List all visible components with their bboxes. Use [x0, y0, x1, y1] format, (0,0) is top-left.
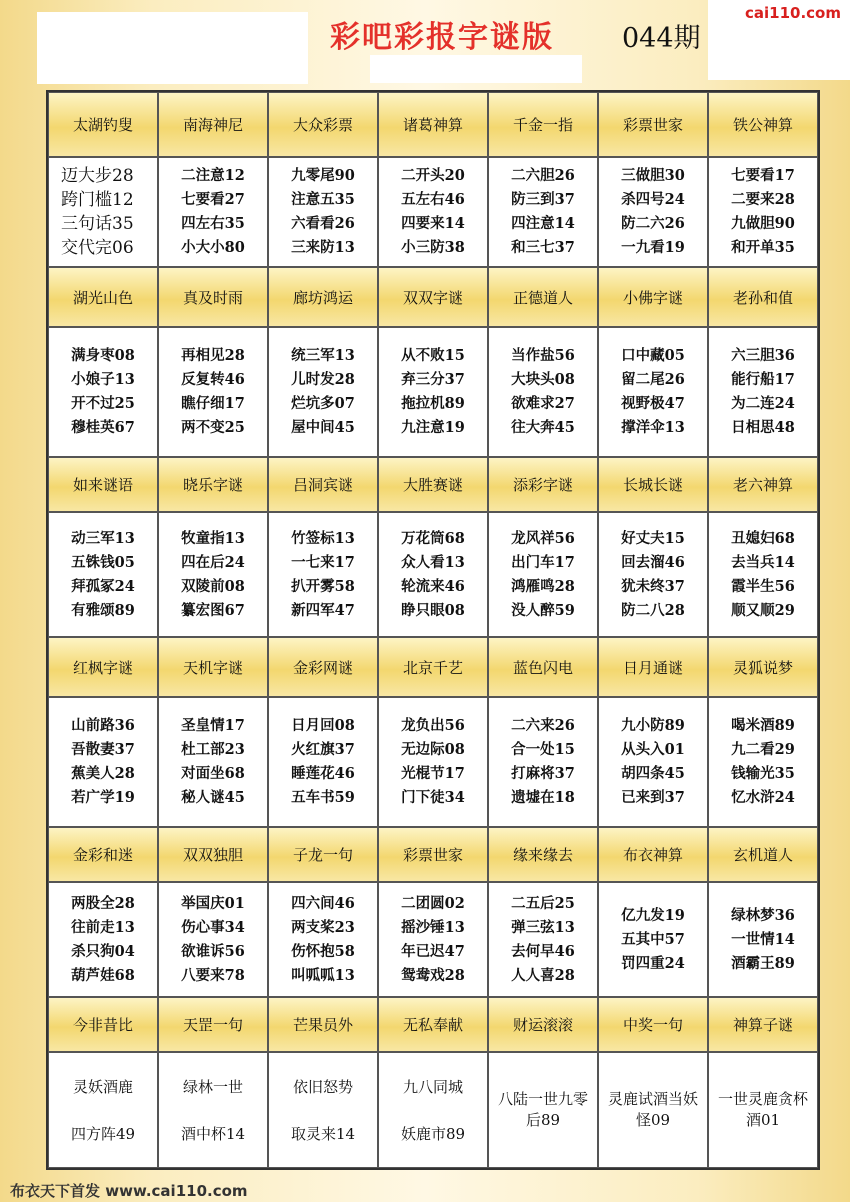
riddle-cell	[268, 1052, 378, 1168]
riddle-line: 睡莲花46	[291, 765, 355, 782]
riddle-cell	[708, 1052, 818, 1168]
riddle-cell	[268, 882, 378, 997]
riddle-line: 开不过25	[71, 395, 135, 412]
riddle-line: 九八同城	[402, 1077, 463, 1096]
riddle-line: 反复转46	[181, 371, 245, 388]
riddle-cell	[268, 327, 378, 457]
riddle-line: 二要来28	[731, 191, 795, 208]
riddle-line: 取灵来14	[290, 1124, 356, 1143]
riddle-line: 视野极47	[621, 395, 685, 412]
riddle-line: 大块头08	[511, 371, 575, 388]
column-header: 南海神尼	[158, 92, 268, 157]
column-header: 金彩网谜	[268, 637, 378, 697]
riddle-line: 众人看13	[401, 553, 465, 571]
riddle-cell	[48, 327, 158, 457]
riddle-cell	[48, 882, 158, 997]
riddle-line: 交代完06	[61, 238, 134, 258]
column-header: 红枫字谜	[48, 637, 158, 697]
riddle-line: 对面坐68	[181, 765, 245, 782]
column-header: 玄机道人	[708, 827, 818, 882]
riddle-line: 杜工部23	[181, 741, 245, 758]
column-header: 中奖一句	[598, 997, 708, 1052]
riddle-cell	[488, 882, 598, 997]
riddle-line: 亿九发19	[621, 906, 685, 924]
riddle-line: 烂坑多07	[291, 395, 355, 412]
riddle-line: 两不变25	[181, 419, 245, 436]
riddle-line: 儿时发28	[291, 371, 355, 388]
riddle-line: 绿林一世	[182, 1077, 243, 1096]
riddle-cell	[158, 327, 268, 457]
riddle-line: 轮流来46	[401, 577, 465, 595]
riddle-table	[46, 90, 820, 1170]
riddle-cell	[158, 882, 268, 997]
riddle-line: 伤心事34	[181, 918, 245, 936]
riddle-cell	[598, 327, 708, 457]
riddle-cell	[488, 157, 598, 267]
column-header: 天机字谜	[158, 637, 268, 697]
riddle-line: 一世灵鹿贪杯酒01	[717, 1090, 808, 1129]
riddle-line: 酒霸王89	[731, 954, 795, 972]
riddle-line: 欲难求27	[511, 395, 575, 412]
riddle-line: 再相见28	[181, 347, 245, 364]
riddle-line: 扒开雾58	[291, 577, 355, 595]
column-header: 双双字谜	[378, 267, 488, 327]
riddle-cell	[158, 157, 268, 267]
riddle-line: 四注意14	[511, 215, 575, 232]
riddle-line: 欲谁诉56	[181, 942, 245, 960]
riddle-line: 一七来17	[291, 553, 355, 571]
riddle-line: 蕉美人28	[71, 765, 135, 782]
riddle-cell	[378, 157, 488, 267]
column-header: 布衣神算	[598, 827, 708, 882]
riddle-line: 人人喜28	[511, 966, 575, 984]
riddle-cell	[158, 697, 268, 827]
riddle-line: 防二八28	[621, 601, 685, 619]
riddle-line: 弃三分37	[401, 371, 465, 388]
riddle-cell	[378, 1052, 488, 1168]
riddle-cell	[708, 882, 818, 997]
riddle-cell	[708, 512, 818, 637]
column-header: 灵狐说梦	[708, 637, 818, 697]
riddle-line: 顺又顺29	[731, 601, 795, 619]
riddle-line: 打麻将37	[511, 765, 575, 782]
column-header: 双双独胆	[158, 827, 268, 882]
riddle-line: 纂宏图67	[181, 601, 245, 619]
riddle-line: 四在后24	[181, 553, 245, 571]
riddle-line: 二注意12	[181, 167, 245, 184]
riddle-line: 举国庆01	[181, 894, 245, 912]
riddle-line: 门下徒34	[401, 789, 465, 806]
riddle-line: 瞧仔细17	[181, 395, 245, 412]
column-header: 铁公神算	[708, 92, 818, 157]
column-header: 彩票世家	[378, 827, 488, 882]
riddle-line: 杀四号24	[621, 191, 685, 208]
riddle-cell	[268, 512, 378, 637]
column-header: 正德道人	[488, 267, 598, 327]
column-header: 北京千艺	[378, 637, 488, 697]
riddle-line: 酒中杯14	[180, 1124, 246, 1143]
riddle-line: 拜孤冢24	[71, 577, 135, 595]
riddle-line: 胡四条45	[621, 765, 685, 782]
riddle-line: 五车书59	[291, 789, 355, 806]
riddle-line: 叫呱呱13	[291, 966, 355, 984]
column-header: 天罡一句	[158, 997, 268, 1052]
riddle-line: 三来防13	[291, 239, 355, 256]
riddle-cell	[488, 1052, 598, 1168]
riddle-line: 二六胆26	[511, 167, 575, 184]
riddle-line: 二团圆02	[401, 894, 465, 912]
riddle-cell	[708, 697, 818, 827]
column-header: 吕洞宾谜	[268, 457, 378, 512]
riddle-line: 喝米酒89	[731, 717, 795, 734]
riddle-cell	[598, 882, 708, 997]
riddle-line: 拖拉机89	[401, 395, 465, 412]
riddle-line: 为二连24	[731, 395, 795, 412]
riddle-line: 屋中间45	[291, 419, 355, 436]
riddle-line: 能行船17	[731, 371, 795, 388]
riddle-line: 圣皇情17	[181, 717, 245, 734]
riddle-cell	[48, 1052, 158, 1168]
riddle-line: 四六间46	[291, 894, 355, 912]
riddle-line: 防三到37	[511, 191, 575, 208]
riddle-cell	[598, 697, 708, 827]
column-header: 蓝色闪电	[488, 637, 598, 697]
column-header: 千金一指	[488, 92, 598, 157]
riddle-cell	[598, 157, 708, 267]
riddle-line: 葫芦娃68	[71, 966, 135, 984]
column-header: 添彩字谜	[488, 457, 598, 512]
column-header: 老孙和值	[708, 267, 818, 327]
column-header: 大众彩票	[268, 92, 378, 157]
riddle-line: 九零尾90	[291, 167, 355, 184]
riddle-cell	[378, 327, 488, 457]
riddle-line: 八陆一世九零后89	[497, 1090, 588, 1129]
riddle-cell	[378, 882, 488, 997]
column-header: 子龙一句	[268, 827, 378, 882]
riddle-line: 鸳鸯戏28	[401, 966, 465, 984]
riddle-line: 和开单35	[731, 239, 795, 256]
riddle-line: 龙风祥56	[511, 529, 575, 547]
riddle-line: 万花筒68	[401, 529, 465, 547]
riddle-line: 灵妖酒鹿	[72, 1077, 133, 1096]
riddle-line: 九小防89	[621, 717, 685, 734]
riddle-line: 防二六26	[621, 215, 685, 232]
column-header: 大胜赛谜	[378, 457, 488, 512]
riddle-line: 两支桨23	[291, 918, 355, 936]
riddle-line: 迈大步28	[61, 166, 134, 186]
riddle-line: 九注意19	[401, 419, 465, 436]
riddle-line: 统三军13	[291, 347, 355, 364]
riddle-line: 穆桂英67	[71, 419, 135, 436]
header-blank-panel-middle	[370, 55, 582, 83]
column-header: 芒果员外	[268, 997, 378, 1052]
riddle-line: 四左右35	[181, 215, 245, 232]
riddle-line: 二六来26	[511, 717, 575, 734]
column-header: 今非昔比	[48, 997, 158, 1052]
riddle-line: 龙负出56	[401, 717, 465, 734]
riddle-line: 光棍节17	[401, 765, 465, 782]
issue-number: 044期	[622, 23, 701, 54]
riddle-line: 日相思48	[731, 419, 795, 436]
riddle-line: 九做胆90	[731, 215, 795, 232]
riddle-line: 三做胆30	[621, 167, 685, 184]
riddle-line: 五铢钱05	[71, 553, 135, 571]
riddle-cell	[488, 697, 598, 827]
column-header: 缘来缘去	[488, 827, 598, 882]
riddle-line: 没人醉59	[511, 601, 575, 619]
riddle-line: 从头入01	[621, 741, 685, 758]
column-header: 真及时雨	[158, 267, 268, 327]
riddle-cell	[488, 512, 598, 637]
riddle-line: 七要看17	[731, 167, 795, 184]
riddle-cell	[488, 327, 598, 457]
riddle-line: 无边际08	[401, 741, 465, 758]
riddle-line: 去何早46	[511, 942, 575, 960]
riddle-line: 六看看26	[291, 215, 355, 232]
riddle-line: 山前路36	[71, 717, 135, 734]
riddle-line: 注意五35	[291, 191, 355, 208]
riddle-line: 日月回08	[291, 717, 355, 734]
riddle-line: 罚四重24	[621, 954, 685, 972]
riddle-line: 八要来78	[181, 966, 245, 984]
riddle-line: 双陵前08	[181, 577, 245, 595]
riddle-line: 绿林梦36	[731, 906, 795, 924]
riddle-line: 出门车17	[511, 553, 575, 571]
riddle-line: 从不败15	[401, 347, 465, 364]
riddle-line: 遗墟在18	[511, 789, 575, 806]
riddle-line: 一世情14	[731, 930, 795, 948]
riddle-line: 好丈夫15	[621, 529, 685, 547]
riddle-cell	[48, 157, 158, 267]
riddle-line: 三句话35	[61, 214, 134, 234]
riddle-line: 四要来14	[401, 215, 465, 232]
riddle-line: 已来到37	[621, 789, 685, 806]
riddle-cell	[158, 512, 268, 637]
column-header: 太湖钓叟	[48, 92, 158, 157]
riddle-line: 年已迟47	[401, 942, 465, 960]
riddle-line: 往大奔45	[511, 419, 575, 436]
riddle-line: 丑媳妇68	[731, 529, 795, 547]
riddle-line: 钱输光35	[731, 765, 795, 782]
riddle-line: 依旧怒势	[292, 1077, 353, 1096]
riddle-line: 小娘子13	[71, 371, 135, 388]
riddle-cell	[268, 157, 378, 267]
riddle-line: 弹三弦13	[511, 918, 575, 936]
column-header: 晓乐字谜	[158, 457, 268, 512]
riddle-line: 摇沙锤13	[401, 918, 465, 936]
riddle-line: 火红旗37	[291, 741, 355, 758]
riddle-line: 回去溜46	[621, 553, 685, 571]
column-header: 湖光山色	[48, 267, 158, 327]
riddle-line: 小三防38	[401, 239, 465, 256]
footer-credit[interactable]: 布衣天下首发 www.cai110.com	[10, 1182, 248, 1200]
riddle-cell	[158, 1052, 268, 1168]
riddle-line: 九二看29	[731, 741, 795, 758]
column-header: 诸葛神算	[378, 92, 488, 157]
header-blank-panel-left	[37, 12, 308, 84]
riddle-line: 五其中57	[621, 930, 685, 948]
riddle-line: 和三七37	[511, 239, 575, 256]
riddle-line: 四方阵49	[70, 1124, 136, 1143]
column-header: 小佛字谜	[598, 267, 708, 327]
riddle-line: 六三胆36	[731, 347, 795, 364]
riddle-line: 去当兵14	[731, 553, 795, 571]
riddle-line: 新四军47	[291, 601, 355, 619]
riddle-line: 小大小80	[181, 239, 245, 256]
riddle-line: 动三军13	[71, 529, 135, 547]
riddle-line: 秘人谜45	[181, 789, 245, 806]
riddle-line: 满身枣08	[71, 347, 135, 364]
column-header: 无私奉献	[378, 997, 488, 1052]
riddle-line: 忆水浒24	[731, 789, 795, 806]
column-header: 财运滚滚	[488, 997, 598, 1052]
column-header: 金彩和迷	[48, 827, 158, 882]
site-watermark[interactable]: cai110.com	[745, 4, 841, 22]
riddle-line: 五左右46	[401, 191, 465, 208]
page-title: 彩吧彩报字谜版	[330, 20, 554, 55]
riddle-line: 当作盐56	[511, 347, 575, 364]
riddle-line: 灵鹿试酒当妖怪09	[607, 1090, 698, 1129]
riddle-line: 口中藏05	[621, 347, 685, 364]
riddle-line: 七要看27	[181, 191, 245, 208]
riddle-line: 妖鹿市89	[400, 1124, 466, 1143]
riddle-line: 犹未终37	[621, 577, 685, 595]
column-header: 神算子谜	[708, 997, 818, 1052]
column-header: 彩票世家	[598, 92, 708, 157]
riddle-line: 撑洋伞13	[621, 419, 685, 436]
riddle-cell	[598, 512, 708, 637]
column-header: 廊坊鸿运	[268, 267, 378, 327]
riddle-line: 竹签标13	[291, 529, 355, 547]
riddle-cell	[268, 697, 378, 827]
riddle-line: 杀只狗04	[71, 942, 135, 960]
riddle-line: 吾散妻37	[71, 741, 135, 758]
riddle-line: 睁只眼08	[401, 601, 465, 619]
riddle-line: 留二尾26	[621, 371, 685, 388]
riddle-cell	[708, 157, 818, 267]
riddle-cell	[378, 512, 488, 637]
riddle-line: 伤怀抱58	[291, 942, 355, 960]
riddle-cell	[598, 1052, 708, 1168]
riddle-line: 跨门槛12	[61, 190, 134, 210]
riddle-line: 二五后25	[511, 894, 575, 912]
riddle-line: 鸿雁鸣28	[511, 577, 575, 595]
column-header: 老六神算	[708, 457, 818, 512]
riddle-line: 往前走13	[71, 918, 135, 936]
column-header: 如来谜语	[48, 457, 158, 512]
riddle-line: 若广学19	[71, 789, 135, 806]
riddle-line: 有雅颂89	[71, 601, 135, 619]
riddle-line: 牧童指13	[181, 529, 245, 547]
riddle-cell	[378, 697, 488, 827]
riddle-cell	[48, 512, 158, 637]
riddle-cell	[48, 697, 158, 827]
column-header: 日月通谜	[598, 637, 708, 697]
riddle-line: 霞半生56	[731, 577, 795, 595]
riddle-line: 合一处15	[511, 741, 575, 758]
riddle-line: 二开头20	[401, 167, 465, 184]
riddle-line: 一九看19	[621, 239, 685, 256]
riddle-line: 两股全28	[71, 894, 135, 912]
column-header: 长城长谜	[598, 457, 708, 512]
riddle-cell	[708, 327, 818, 457]
